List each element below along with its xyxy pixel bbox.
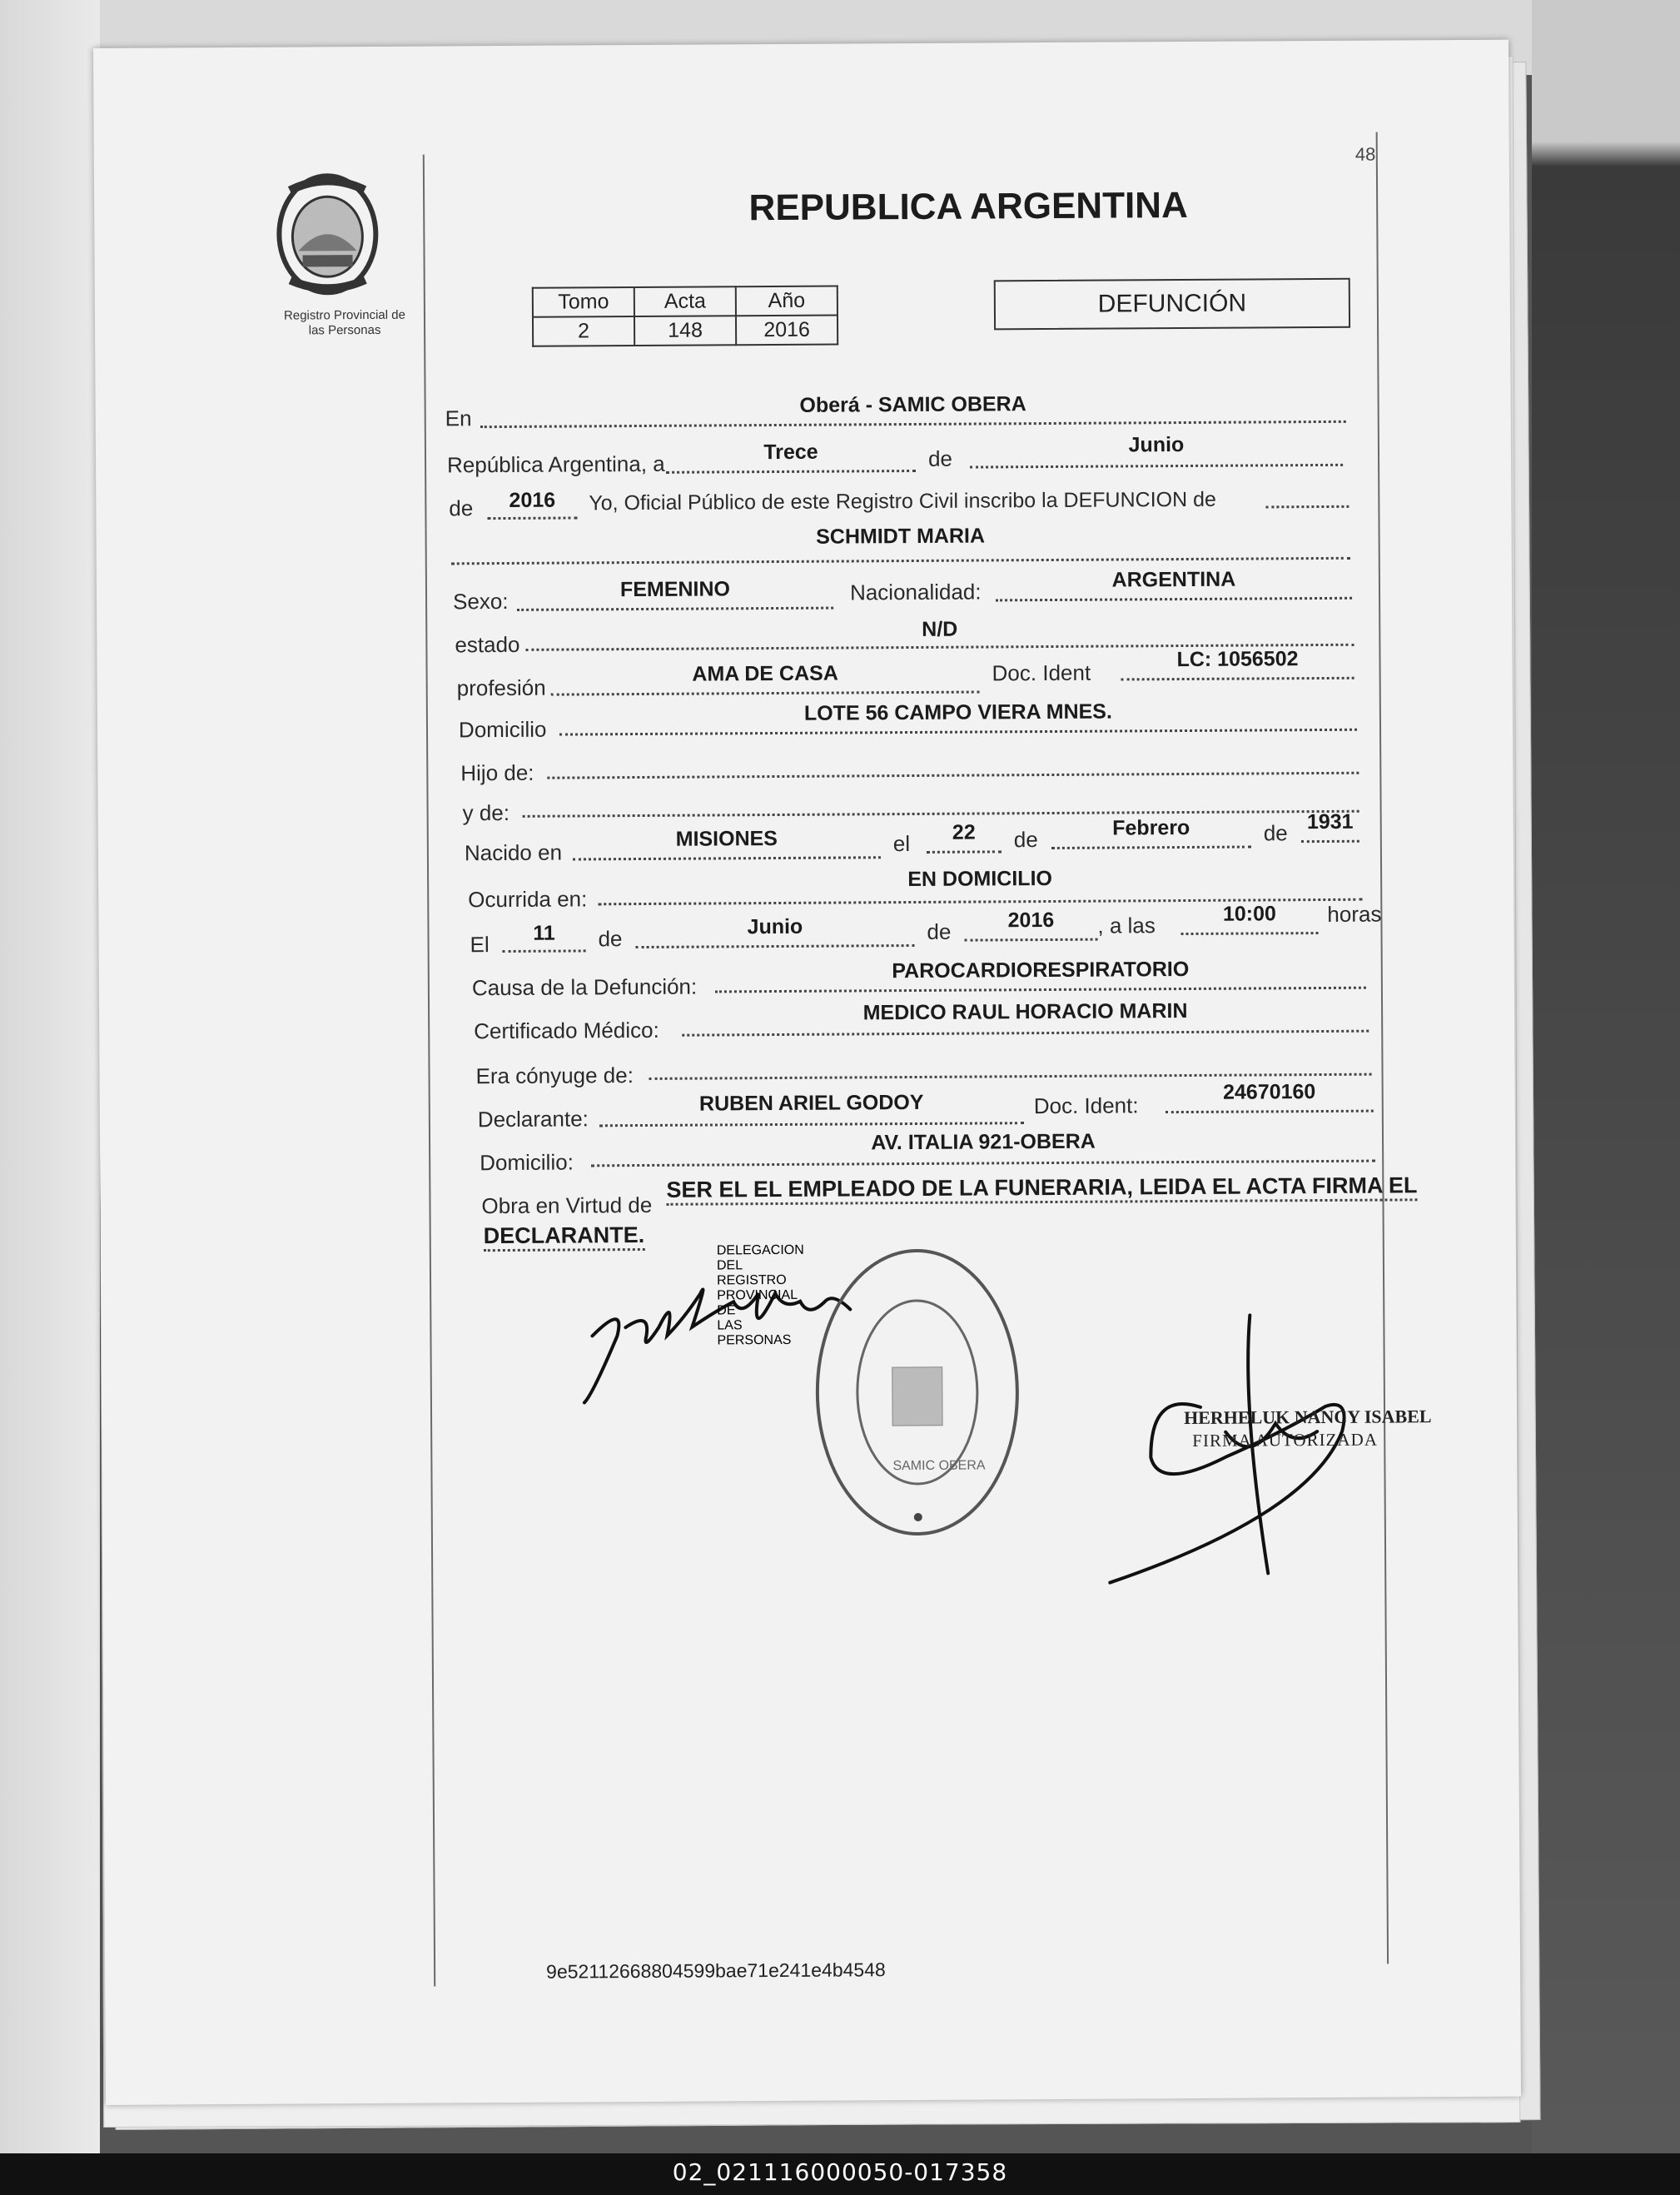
label-hijo-de: Hijo de: [460,759,534,786]
value-nac-dia: 22 [952,820,976,844]
label-yo: Yo, Oficial Público de este Registro Civil inscribo la DEFUNCION de [589,487,1216,515]
value-domicilio: LOTE 56 CAMPO VIERA MNES. [803,699,1112,725]
field-line [1121,677,1354,681]
field-line [965,938,1098,942]
label-el: el [892,831,911,857]
value-nacido-en: MISIONES [675,826,778,851]
stamp-text-outer: DELEGACION DEL REGISTRO PROVINCIAL DE LAS PERSONAS [716,1242,804,1348]
field-line [517,607,833,611]
label-de: de [449,495,474,521]
label-republica: República Argentina, a [446,450,665,478]
document-hash: 9e52112668804599bae71e241e4b4548 [546,1959,886,1983]
value-sexo: FEMENINO [619,577,731,602]
official-name: HERHELUK NANCY ISABEL [1183,1406,1432,1429]
field-line [636,944,915,948]
registry-name-line: las Personas [308,322,381,338]
field-line [599,1122,1024,1127]
left-margin-line [423,155,435,1987]
label-causa: Causa de la Defunción: [471,973,698,1001]
field-line [480,421,1346,428]
official-stamp [808,1242,1026,1543]
tomo-value: 2 [533,316,634,346]
label-a-las: , a las [1097,913,1156,938]
value-conyuge [649,1043,1371,1048]
field-line [649,1073,1372,1080]
label-nacionalidad: Nacionalidad: [849,579,982,605]
label-declarante: Declarante: [477,1106,589,1132]
anio-value: 2016 [736,316,838,346]
stamp-text-inner: SAMIC OBERA [892,1458,986,1474]
record-table [532,286,838,347]
background-right [1532,0,1680,2195]
label-y-de: y de: [462,799,510,826]
registry-name-line: Registro Provincial de [283,307,405,323]
anio-header: Año [736,286,838,316]
value-y-de [522,782,1359,787]
label-estado: estado [455,631,520,658]
value-causa: PAROCARDIORESPIRATORIO [892,957,1190,983]
value-hijo-de [547,744,1359,749]
label-el: El [470,932,490,958]
acta-value: 148 [634,316,736,346]
field-line [503,949,586,953]
value-profesion: AMA DE CASA [692,661,838,686]
field-line [551,691,980,696]
label-certificado: Certificado Médico: [474,1017,659,1044]
label-obra: Obra en Virtud de [481,1192,653,1219]
label-conyuge: Era cónyuge de: [475,1063,634,1089]
value-obra-line: SER EL EL EMPLEADO DE LA FUNERARIA, LEIDA EL ACTA FIRMA EL [666,1172,1417,1206]
field-line [996,597,1352,602]
value-estado: N/D [922,617,958,641]
label-profesion: profesión [456,674,546,701]
label-de: de [1013,827,1038,853]
document-page [93,40,1521,2105]
label-de: de [927,445,953,471]
value-doc-ident: LC: 1056502 [1176,647,1299,672]
label-de: de [598,926,623,952]
page-number: 48 [1354,143,1376,165]
right-margin-line [1376,132,1389,1964]
value-def-hora: 10:00 [1222,902,1276,926]
value-def-anio: 2016 [1007,908,1055,933]
value-lugar: Oberá - SAMIC OBERA [799,392,1026,417]
label-en: En [445,406,472,431]
field-line [591,1160,1375,1167]
value-def-dia: 11 [533,921,555,945]
field-line [1265,505,1349,509]
tomo-header: Tomo [533,287,634,317]
record-table-value-row [533,316,838,346]
background-left [0,0,100,2195]
value-nombre: SCHMIDT MARIA [816,524,986,549]
official-signature [1100,1307,1368,1625]
value-declarante-domicilio: AV. ITALIA 921-OBERA [871,1129,1096,1155]
field-line [715,987,1366,993]
value-nac-anio: 1931 [1306,809,1354,834]
field-line [666,470,916,474]
label-doc-ident: Doc. Ident: [1033,1093,1139,1119]
value-declarante: RUBEN ARIEL GODOY [698,1090,924,1116]
value-anio: 2016 [509,488,556,512]
footer-id: 02_021116000050-017358 [672,2158,1008,2186]
value-def-mes: Junio [747,914,803,939]
field-line [547,772,1359,779]
label-de: de [927,918,952,944]
label-sexo: Sexo: [452,588,509,615]
record-type-box: DEFUNCIÓN [994,278,1350,331]
label-ocurrida-en: Ocurrida en: [468,886,588,913]
value-nacionalidad: ARGENTINA [1111,567,1236,592]
label-doc-ident: Doc. Ident [992,659,1091,686]
field-line [451,557,1350,565]
value-mes: Junio [1128,433,1185,457]
provincial-seal-icon [265,172,390,297]
field-line [573,856,881,860]
value-ocurrida-en: EN DOMICILIO [907,866,1052,892]
official-role: FIRMA AUTORIZADA [1192,1429,1379,1451]
field-line [1051,846,1251,849]
document-title: REPUBLICA ARGENTINA [748,184,1188,229]
field-line [927,850,1002,854]
field-line [487,516,577,520]
label-domicilio: Domicilio [458,716,547,743]
value-nac-mes: Febrero [1112,815,1190,840]
label-de: de [1263,820,1288,846]
acta-header: Acta [634,286,736,316]
field-line [970,464,1343,469]
value-declarante-doc: 24670160 [1222,1080,1316,1104]
value-certificado: MEDICO RAUL HORACIO MARIN [862,998,1188,1025]
value-dia: Trece [763,440,818,465]
field-line [682,1030,1369,1037]
field-line [1166,1110,1374,1114]
registry-name [245,307,445,338]
label-domicilio: Domicilio: [480,1149,574,1176]
record-table-header-row [533,286,838,317]
field-line [559,729,1357,736]
value-obra-line: DECLARANTE. [484,1222,645,1252]
label-horas: horas [1327,901,1382,927]
label-nacido-en: Nacido en [464,839,563,866]
field-line [1301,840,1359,843]
field-line [1181,932,1319,935]
